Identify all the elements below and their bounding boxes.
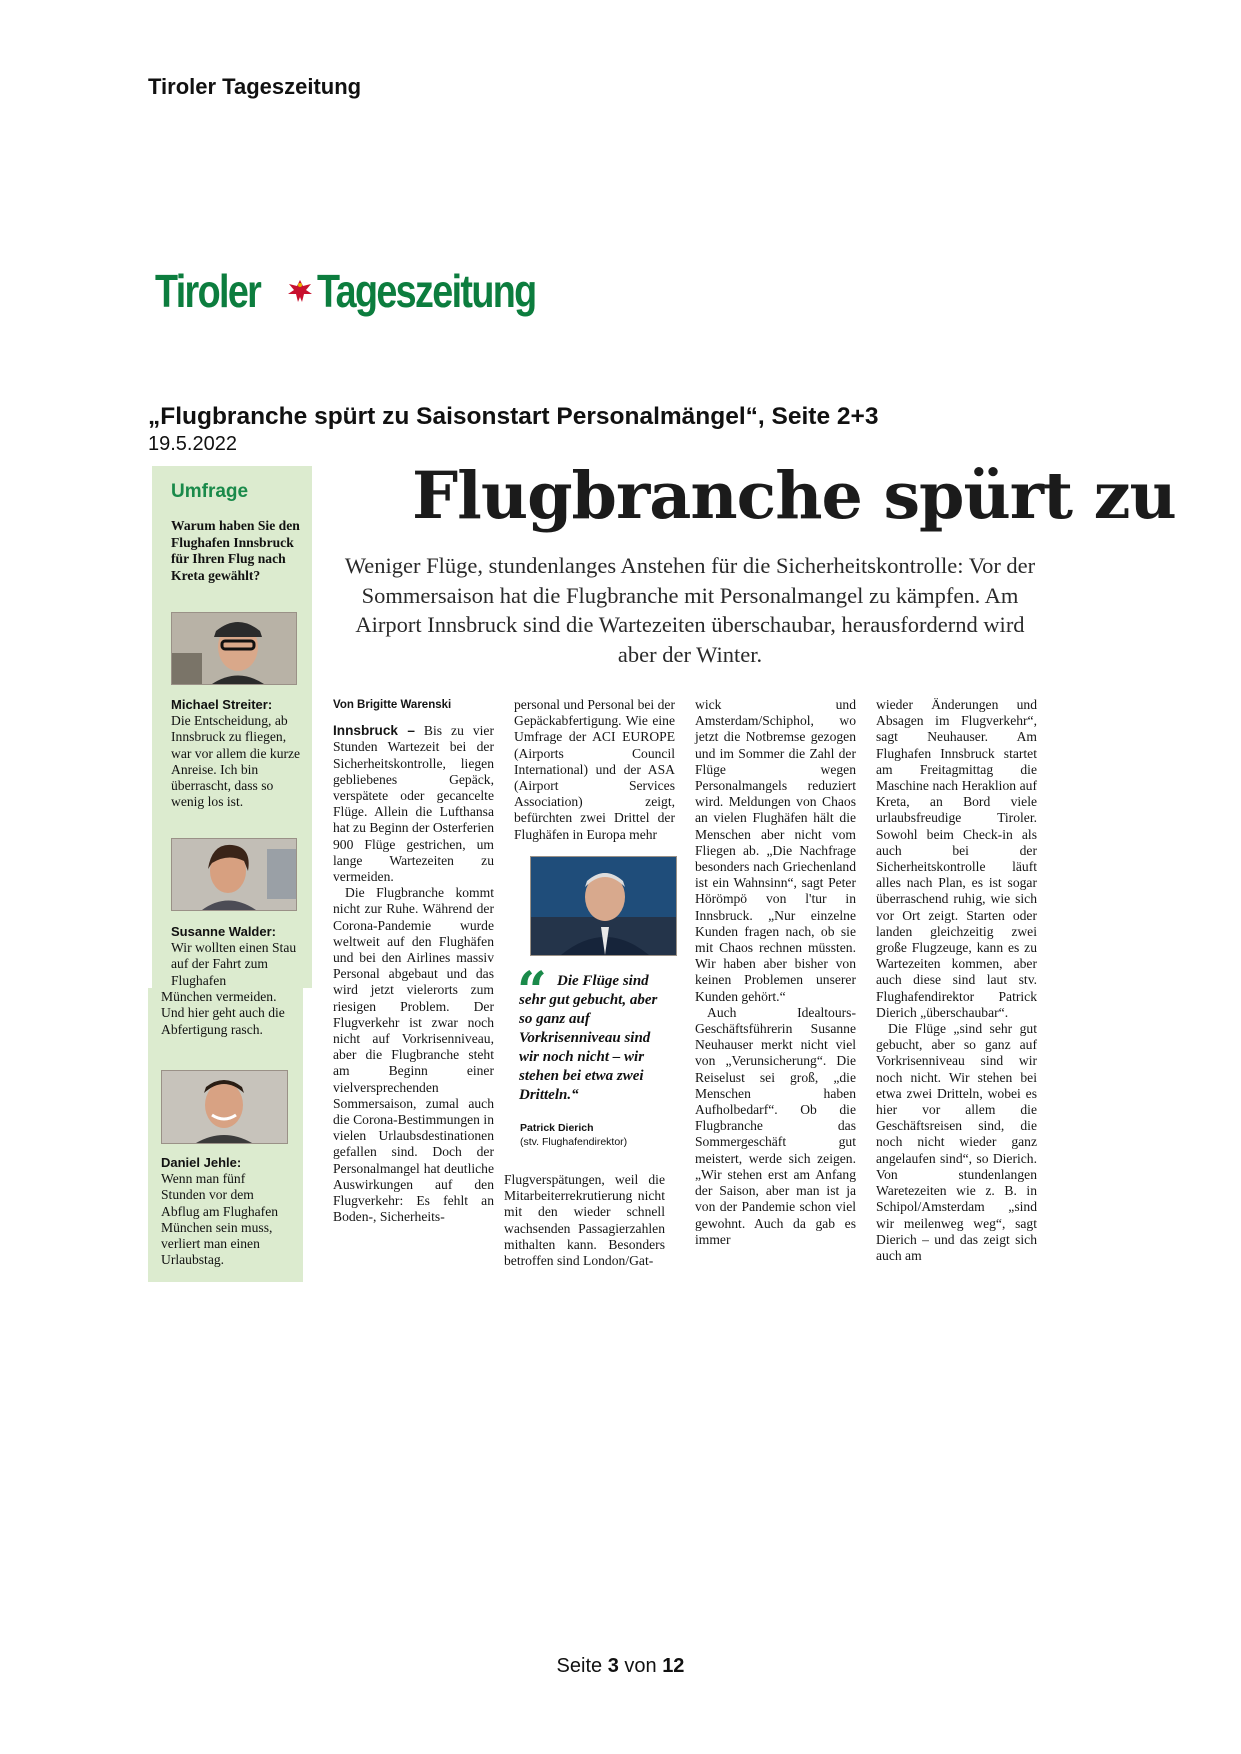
person-answer: Die Entscheidung, ab Innsbruck zu fliegen, war vor allem die kurze Anreise. Ich bin überrascht, dass so wenig los ist. — [171, 713, 301, 810]
page-footer — [0, 1655, 1241, 1678]
pull-quote-text: Die Flüge sind sehr gut gebucht, aber so ganz auf Vorkrisenniveau sind wir noch nicht – wir stehen bei etwa zwei Dritteln.“ — [519, 973, 658, 1103]
paragraph: wieder Änderungen und Absagen im Flugverkehr“, sagt Neuhauser. Am Flughafen Innsbruck startet am Freitagmittag die Maschine nach Heraklion auf Kreta, an Bord viele urlaubsfreudige Tiroler. Sowohl beim Check-in als auch bei der Sicherheitskontrolle läuft alles nach Plan, es ist sogar überraschend ruhig, wie sich vor Ort zeigt. Starten oder landen gleichzeitig zwei große Flugzeuge, kann es zu Wartezeiten kommen, aber auch diese sind laut stv. Flughafendirektor Patrick Dierich „überschaubar“. — [876, 697, 1037, 1020]
paragraph: personal und Personal bei der Gepäckabfertigung. Wie eine Umfrage der ACI EUROPE (Airports Council International) und der ASA (Airport Services Association) zeigt, befürchten zwei Drittel der Flughäfen in Europa mehr — [514, 697, 675, 842]
paragraph: Flugverspätungen, weil die Mitarbeiterrekrutierung nicht mit den wieder schnell wachsenden Passagierzahlen mithalten kann. Besonders betroffen sind London/Gat- — [504, 1172, 665, 1269]
logo-word-tiroler: Tiroler — [155, 265, 261, 317]
person-name: Daniel Jehle: — [161, 1155, 242, 1170]
person-answer-part1: Wir wollten einen Stau auf der Fahrt zum Flughafen — [171, 940, 297, 988]
paragraph: Auch Idealtours-Geschäftsführerin Susanne Neuhauser merkt nicht viel von „Verunsicherung“. Die Reiselust sei groß, „die Menschen haben Aufholbedarf“. Ob die Flugbranche das Sommergeschäft gut meistert, werde sich zeigen. „Wir stehen erst am Anfang der Saison, aber man ist ja von der Pandemie schon viel gewohnt. Auch da gab es immer — [695, 1004, 856, 1247]
pull-quote — [517, 961, 669, 1105]
article-column-2-bottom — [504, 1172, 665, 1269]
article-column-2-top — [514, 697, 675, 843]
umfrage-question: Warum haben Sie den Flughafen Innsbruck für Ihren Flug nach Kreta gewählt? — [171, 518, 300, 583]
person-name: Michael Streiter: — [171, 697, 273, 712]
article-title: Flugbranche spürt zu — [412, 458, 1176, 534]
person-answer-part2: München vermeiden. Und hier geht auch die Abfertigung rasch. — [161, 989, 285, 1037]
article-column-1 — [333, 697, 494, 1226]
person-name: Susanne Walder: — [171, 924, 276, 939]
footer-middle: von — [618, 1655, 663, 1677]
paragraph: Die Flugbranche kommt nicht zur Ruhe. Während der Corona-Pandemie wurde weltweit auf den Flughäfen und bei den Airlines massiv Personal abgebaut und das wird jetzt vielerorts zum riesigen Problem. Der Flugverkehr ist zwar noch nicht auf Vorkrisenniveau, aber die Flugbranche steht am Beginn einer vielversprechenden Sommersaison, zumal auch die Corona-Bestimmungen in vielen Urlaubsdestinationen gefallen sind. Doch der Personalmangel hat deutliche Auswirkungen auf den Flugverkehr: Es fehlt an Boden-, Sicherheits- — [333, 885, 494, 1225]
newspaper-logo — [155, 264, 584, 318]
quote-author-role: (stv. Flughafendirektor) — [520, 1136, 628, 1148]
umfrage-title: Umfrage — [171, 481, 249, 502]
quote-author: Patrick Dierich — [520, 1122, 594, 1134]
portrait-photo-daniel-jehle — [161, 1070, 288, 1144]
paragraph: Bis zu vier Stunden Wartezeit bei der Sicherheitskontrolle, liegen gebliebenes Gepäck, verspätete oder gecancelte Flüge. Allein die Lufthansa hat zu Beginn der Osterferien 900 Flüge gestrichen, um lange Wartezeiten zu vermeiden. — [333, 723, 494, 885]
paragraph: wick und Amsterdam/Schiphol, wo jetzt die Notbremse gezogen und im Sommer die Zahl der Flüge wegen Personalmangels reduziert wird. Meldungen von Chaos an vielen Flughäfen hält die Menschen aber nicht vom Fliegen ab. „Die Nachfrage besonders nach Griechenland ist ein Wahnsinn“, sagt Peter Hörömpö von l'tur in Innsbruck. „Nur einzelne Kunden fragen nach, ob sie mit Chaos rechnen müssten. Wir haben aber bisher von keinen Problemen unserer Kunden gehört.“ — [695, 697, 856, 1004]
logo-word-tageszeitung: Tageszeitung — [317, 265, 536, 317]
dateline: Innsbruck – — [333, 723, 415, 739]
article-byline: Von Brigitte Warenski — [333, 699, 452, 711]
article-column-3 — [695, 697, 856, 1248]
portrait-photo-susanne-walder — [171, 838, 297, 911]
publication-date: 19.5.2022 — [148, 433, 237, 455]
document-header: Tiroler Tageszeitung — [148, 74, 362, 99]
article-deck: Weniger Flüge, stundenlanges Anstehen für die Sicherheitskontrolle: Vor der Sommersaison hat die Flugbranche mit Personalmangel zu kämpfen. Am Airport Innsbruck sind die Wartezeiten überschaubar, herausfordernd wird aber der Winter. — [344, 553, 1036, 667]
footer-prefix: Seite — [556, 1655, 608, 1677]
person-answer: Wenn man fünf Stunden vor dem Abflug am Flughafen München sein muss, verliert man einen Urlaubstag. — [161, 1171, 279, 1268]
article-column-4 — [876, 697, 1037, 1264]
article-reference-title: „Flugbranche spürt zu Saisonstart Personalmängel“, Seite 2+3 — [148, 403, 879, 430]
footer-page-number: 3 — [607, 1655, 619, 1677]
paragraph: Die Flüge „sind sehr gut gebucht, aber so ganz auf Vorkrisenniveau sind wir noch nicht. Wir stehen bei etwa zwei Dritteln, wobei es hier vor allem die Geschäftsreisen sind, die noch nicht wieder ganz angelaufen sind“, so Dierich. Von stundenlangen Waretezeiten wie z. B. in Schipol/Amsterdam „sind wir meilenweg weg“, sagt Dierich – und das zeigt sich auch am — [876, 1021, 1037, 1263]
portrait-photo-michael-streiter — [171, 612, 297, 685]
photo-patrick-dierich — [530, 856, 677, 956]
eagle-icon — [285, 276, 315, 306]
footer-page-total: 12 — [662, 1655, 685, 1677]
quote-mark-icon: “ — [517, 961, 547, 1022]
